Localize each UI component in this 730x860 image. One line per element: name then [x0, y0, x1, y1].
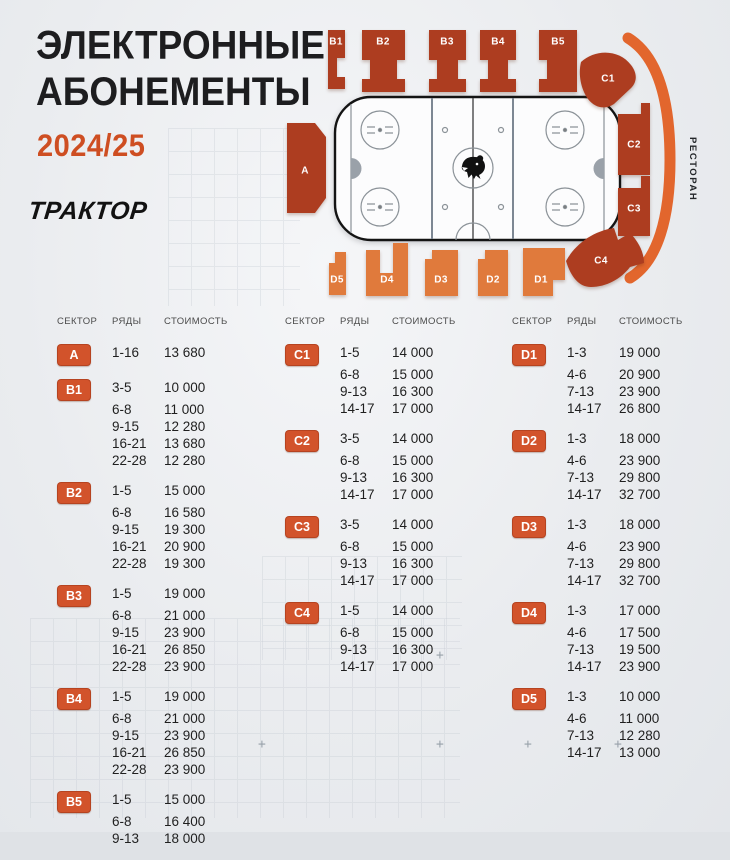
price-value: 29 800: [619, 470, 661, 485]
price-value: 11 000: [164, 402, 205, 417]
column-header: СЕКТОР: [285, 316, 326, 327]
rows-range: 7-13: [567, 384, 595, 399]
rows-range: 1-5: [112, 689, 132, 704]
rows-range: 1-3: [567, 431, 587, 446]
price-value: 19 300: [164, 522, 206, 537]
map-label-d2: D2: [486, 274, 500, 286]
restaurant-label: РЕСТОРАН: [687, 137, 698, 202]
price-value: 16 300: [392, 470, 434, 485]
ice-rink: [335, 97, 620, 240]
price-value: 23 900: [164, 625, 206, 640]
sector-price-group-B4: [57, 688, 267, 778]
rows-range: 9-13: [340, 556, 368, 571]
map-label-b3: B3: [440, 36, 454, 48]
price-column-d: [512, 316, 722, 774]
map-label-b5: B5: [551, 36, 565, 48]
price-value: 17 000: [392, 487, 434, 502]
title-line-2: АБОНЕМЕНТЫ: [36, 69, 311, 114]
rows-range: 14-17: [340, 401, 375, 416]
sector-badge-B4: B4: [57, 688, 91, 710]
price-value: 32 700: [619, 573, 661, 588]
sector-price-group-A: [57, 344, 267, 366]
price-value: 10 000: [619, 689, 661, 704]
rows-range: 1-3: [567, 689, 587, 704]
price-value: 17 500: [619, 625, 661, 640]
price-value: 15 000: [164, 483, 206, 498]
price-column-ab: [57, 316, 267, 860]
price-value: 14 000: [392, 603, 434, 618]
price-value: 10 000: [164, 380, 206, 395]
sector-badge-B2: B2: [57, 482, 91, 504]
sector-price-group-B3: [57, 585, 267, 675]
sector-badge-C2: C2: [285, 430, 319, 452]
sector-badge-A: A: [57, 344, 91, 366]
rows-range: 14-17: [340, 487, 375, 502]
rows-range: 3-5: [340, 517, 360, 532]
title-line-1: ЭЛЕКТРОННЫЕ: [36, 23, 325, 68]
column-header: СТОИМОСТЬ: [164, 316, 228, 327]
column-header: РЯДЫ: [340, 316, 370, 327]
price-value: 11 000: [619, 711, 660, 726]
rows-range: 4-6: [567, 625, 587, 640]
price-value: 19 000: [164, 586, 206, 601]
price-value: 18 000: [619, 431, 661, 446]
price-value: 17 000: [392, 573, 434, 588]
rows-range: 14-17: [567, 573, 602, 588]
rows-range: 16-21: [112, 539, 147, 554]
sector-price-group-C1: [285, 344, 495, 417]
rows-range: 9-13: [340, 642, 368, 657]
price-value: 20 900: [619, 367, 661, 382]
map-sector-d3: [425, 250, 458, 296]
price-value: 23 900: [619, 539, 661, 554]
rows-range: 22-28: [112, 659, 147, 674]
sector-badge-C1: C1: [285, 344, 319, 366]
price-value: 23 900: [619, 384, 661, 399]
rows-range: 6-8: [340, 453, 360, 468]
rows-range: 9-15: [112, 728, 140, 743]
rows-range: 6-8: [112, 505, 132, 520]
sector-price-group-C2: [285, 430, 495, 503]
club-logo: ТРАКТОР: [27, 197, 149, 225]
sector-badge-B3: B3: [57, 585, 91, 607]
rows-range: 16-21: [112, 745, 147, 760]
column-header: РЯДЫ: [112, 316, 142, 327]
crop-mark: +: [436, 648, 444, 663]
price-value: 18 000: [164, 831, 206, 846]
rows-range: 4-6: [567, 367, 587, 382]
sector-badge-D1: D1: [512, 344, 546, 366]
map-label-d5: D5: [330, 274, 344, 286]
price-value: 12 280: [164, 453, 206, 468]
table-header-row: [512, 316, 722, 327]
rows-range: 6-8: [340, 539, 360, 554]
price-value: 12 280: [619, 728, 661, 743]
rows-range: 14-17: [340, 573, 375, 588]
price-value: 15 000: [164, 792, 206, 807]
price-value: 15 000: [392, 539, 434, 554]
rows-range: 22-28: [112, 453, 147, 468]
rows-range: 1-5: [112, 792, 132, 807]
price-value: 13 000: [619, 745, 661, 760]
rows-range: 4-6: [567, 711, 587, 726]
sector-badge-B1: B1: [57, 379, 91, 401]
price-value: 29 800: [619, 556, 661, 571]
rows-range: 4-6: [567, 453, 587, 468]
rows-range: 22-28: [112, 762, 147, 777]
crop-mark: +: [258, 737, 266, 752]
rows-range: 1-5: [340, 603, 360, 618]
sector-price-group-D5: [512, 688, 722, 761]
price-value: 23 900: [164, 659, 206, 674]
table-header-row: [57, 316, 267, 327]
rows-range: 6-8: [340, 625, 360, 640]
sector-badge-D3: D3: [512, 516, 546, 538]
price-value: 19 300: [164, 556, 206, 571]
rows-range: 16-21: [112, 436, 147, 451]
sector-price-group-B1: [57, 379, 267, 469]
sector-price-group-B2: [57, 482, 267, 572]
price-value: 13 680: [164, 436, 206, 451]
rows-range: 1-5: [112, 483, 132, 498]
rows-range: 6-8: [112, 711, 132, 726]
map-label-a: A: [301, 165, 309, 177]
price-value: 14 000: [392, 517, 434, 532]
rows-range: 7-13: [567, 470, 595, 485]
price-value: 17 000: [392, 401, 434, 416]
price-value: 26 850: [164, 745, 206, 760]
rows-range: 1-3: [567, 603, 587, 618]
rows-range: 1-5: [340, 345, 360, 360]
column-header: РЯДЫ: [567, 316, 597, 327]
rows-range: 14-17: [567, 659, 602, 674]
sector-price-group-D4: [512, 602, 722, 675]
map-sector-d2: [478, 250, 508, 296]
sector-price-group-B5: [57, 791, 267, 847]
map-label-c3: C3: [627, 203, 641, 215]
price-value: 18 000: [619, 517, 661, 532]
rows-range: 9-13: [340, 384, 368, 399]
column-header: СЕКТОР: [512, 316, 553, 327]
map-label-c2: C2: [627, 139, 641, 151]
rows-range: 6-8: [340, 367, 360, 382]
price-value: 15 000: [392, 625, 434, 640]
rows-range: 14-17: [567, 487, 602, 502]
price-value: 15 000: [392, 367, 434, 382]
rows-range: 9-15: [112, 522, 140, 537]
map-sector-d4: [366, 243, 408, 296]
rows-range: 6-8: [112, 608, 132, 623]
price-value: 12 280: [164, 419, 206, 434]
sector-price-group-D3: [512, 516, 722, 589]
crop-mark: +: [614, 737, 622, 752]
rows-range: 7-13: [567, 556, 595, 571]
price-value: 23 900: [164, 728, 206, 743]
rows-range: 1-5: [112, 586, 132, 601]
rows-range: 1-3: [567, 517, 587, 532]
map-sector-d1: [523, 248, 565, 296]
arena-map: [278, 16, 730, 306]
map-label-c4: C4: [594, 255, 608, 267]
sector-price-group-C4: [285, 602, 495, 675]
price-value: 14 000: [392, 431, 434, 446]
rows-range: 9-15: [112, 419, 140, 434]
price-value: 17 000: [392, 659, 434, 674]
crop-mark: +: [524, 737, 532, 752]
rows-range: 7-13: [567, 728, 595, 743]
price-value: 26 800: [619, 401, 661, 416]
rows-range: 14-17: [567, 745, 602, 760]
price-value: 16 400: [164, 814, 206, 829]
sector-badge-D2: D2: [512, 430, 546, 452]
rows-range: 9-15: [112, 625, 140, 640]
sector-price-group-D2: [512, 430, 722, 503]
rows-range: 6-8: [112, 814, 132, 829]
map-label-b4: B4: [491, 36, 505, 48]
rows-range: 7-13: [567, 642, 595, 657]
price-value: 23 900: [619, 453, 661, 468]
price-value: 16 300: [392, 556, 434, 571]
price-value: 13 680: [164, 345, 206, 360]
rows-range: 4-6: [567, 539, 587, 554]
price-value: 21 000: [164, 608, 206, 623]
map-label-b1: B1: [329, 36, 343, 48]
sector-badge-C4: C4: [285, 602, 319, 624]
price-value: 16 580: [164, 505, 206, 520]
sector-badge-C3: C3: [285, 516, 319, 538]
rows-range: 1-16: [112, 345, 140, 360]
rows-range: 16-21: [112, 642, 147, 657]
rows-range: 6-8: [112, 402, 132, 417]
price-value: 20 900: [164, 539, 206, 554]
price-value: 19 000: [164, 689, 206, 704]
price-value: 15 000: [392, 453, 434, 468]
price-value: 21 000: [164, 711, 206, 726]
price-value: 23 900: [619, 659, 661, 674]
price-value: 32 700: [619, 487, 661, 502]
price-column-c: [285, 316, 495, 688]
sector-badge-D5: D5: [512, 688, 546, 710]
map-label-d4: D4: [380, 274, 394, 286]
map-label-c1: C1: [601, 73, 615, 85]
column-header: СТОИМОСТЬ: [392, 316, 456, 327]
sector-badge-D4: D4: [512, 602, 546, 624]
rows-range: 9-13: [112, 831, 140, 846]
price-value: 17 000: [619, 603, 661, 618]
rows-range: 3-5: [112, 380, 132, 395]
price-value: 16 300: [392, 642, 434, 657]
price-value: 23 900: [164, 762, 206, 777]
column-header: СЕКТОР: [57, 316, 98, 327]
price-value: 19 000: [619, 345, 661, 360]
sector-price-group-D1: [512, 344, 722, 417]
map-sector-d5: [329, 252, 346, 295]
map-label-d1: D1: [534, 274, 548, 286]
price-value: 19 500: [619, 642, 661, 657]
price-value: 14 000: [392, 345, 434, 360]
rows-range: 14-17: [340, 659, 375, 674]
map-label-b2: B2: [376, 36, 390, 48]
price-value: 26 850: [164, 642, 206, 657]
map-label-d3: D3: [434, 274, 448, 286]
price-value: 16 300: [392, 384, 434, 399]
season-label: 2024/25: [37, 129, 146, 164]
rows-range: 3-5: [340, 431, 360, 446]
rows-range: 9-13: [340, 470, 368, 485]
sector-badge-B5: B5: [57, 791, 91, 813]
column-header: СТОИМОСТЬ: [619, 316, 683, 327]
table-header-row: [285, 316, 495, 327]
rows-range: 1-3: [567, 345, 587, 360]
sector-price-group-C3: [285, 516, 495, 589]
rows-range: 14-17: [567, 401, 602, 416]
crop-mark: +: [436, 737, 444, 752]
rows-range: 22-28: [112, 556, 147, 571]
